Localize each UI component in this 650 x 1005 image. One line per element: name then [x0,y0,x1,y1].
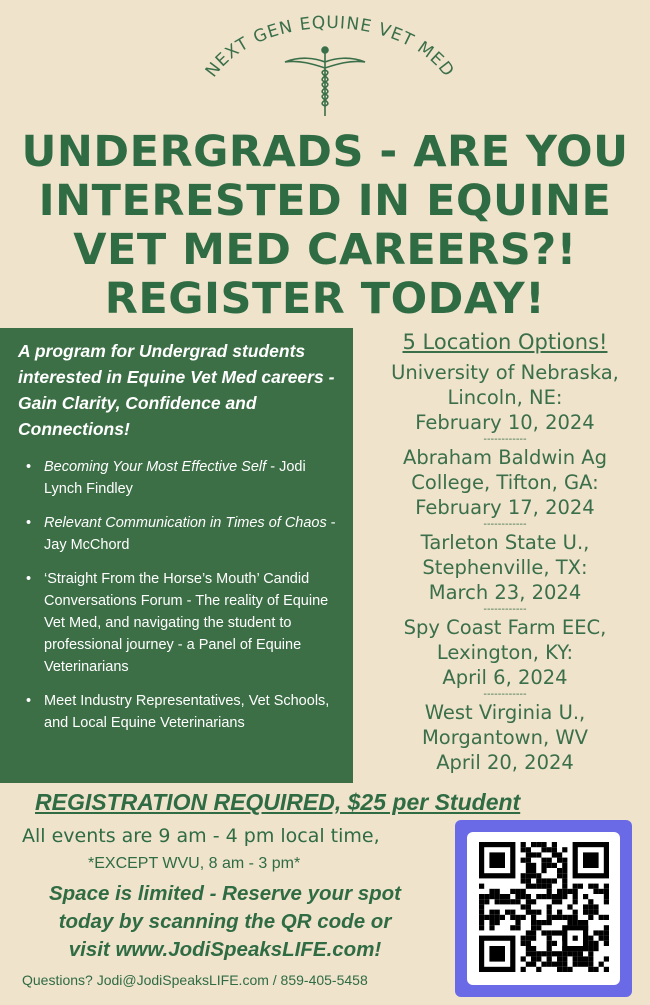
bullet-text: - Jay McChord [44,515,336,553]
location-date: February 10, 2024 [415,411,595,434]
location-city: Stephenville, TX: [422,556,588,579]
separator: ------------ [483,519,527,530]
event-exception: *EXCEPT WVU, 8 am - 3 pm* [88,855,301,872]
location-date: April 20, 2024 [436,751,574,774]
location-name: West Virginia U., [424,701,586,724]
location-item [360,445,650,520]
location-item [360,360,650,435]
location-date: March 23, 2024 [428,581,582,604]
qr-code[interactable] [467,832,620,985]
location-city: Lincoln, NE: [447,386,563,409]
headline-line-1: UNDERGRADS - ARE YOU [21,127,629,177]
event-times: All events are 9 am - 4 pm local time, [22,825,380,847]
locations-title: 5 Location Options! [402,330,608,354]
location-item [360,700,650,775]
location-name: Tarleton State U., [420,531,590,554]
space-limited [10,880,440,964]
bullet-dot-icon: • [26,571,32,587]
location-city: Morgantown, WV [421,726,589,749]
caduceus-icon [285,47,365,116]
qr-code-frame [455,820,632,997]
location-item [360,615,650,690]
space-line-1: Space is limited - Reserve your spot [48,882,402,905]
location-name: Abraham Baldwin Ag [403,446,607,469]
bullet-italic: Becoming Your Most Effective Self [44,459,267,475]
headline [0,128,650,324]
location-name: University of Nebraska, [391,361,619,384]
separator: ------------ [483,689,527,700]
bullet-italic: Relevant Communication in Times of Chaos [44,515,327,531]
program-intro: A program for Undergrad students interested in Equine Vet Med careers - Gain Clarity, Confidence and Connections! [18,341,335,439]
program-box [0,328,353,783]
bullet-text: ‘Straight From the Horse’s Mouth’ Candid Conversations Forum - The reality of Equine Vet Med, and navigating the student to professional journey - a Panel of Equine Veterinarians [44,571,329,675]
headline-line-4: REGISTER TODAY! [104,274,546,324]
space-line-3[interactable]: visit www.JodiSpeaksLIFE.com! [68,938,382,961]
logo [175,12,475,122]
location-city: College, Tifton, GA: [411,471,599,494]
headline-line-3: VET MED CAREERS?! [73,225,577,275]
bullet-item [26,568,341,678]
location-date: February 17, 2024 [415,496,595,519]
locations [360,330,650,775]
location-city: Lexington, KY: [436,641,574,664]
separator: ------------ [483,604,527,615]
bullet-dot-icon: • [26,693,32,709]
bullet-item [26,690,341,734]
bullet-dot-icon: • [26,459,32,475]
location-date: April 6, 2024 [442,666,568,689]
separator: ------------ [483,434,527,445]
svg-text:NEXT GEN EQUINE VET MED [202,13,459,81]
bullet-item [26,512,341,556]
headline-line-2: INTERESTED IN EQUINE [38,176,612,226]
bullet-item [26,456,341,500]
location-name: Spy Coast Farm EEC, [403,616,607,639]
bullet-text: - Jodi Lynch Findley [44,459,306,497]
contact-info[interactable]: Questions? Jodi@JodiSpeaksLIFE.com / 859-405-5458 [22,972,368,988]
space-line-2: today by scanning the QR code or [58,910,392,933]
bullet-text: Meet Industry Representatives, Vet Schools, and Local Equine Veterinarians [44,693,330,731]
logo-arc-text: NEXT GEN EQUINE VET MED [201,12,459,82]
program-bullets [18,456,341,734]
qr-code-icon [479,842,609,972]
registration-required: REGISTRATION REQUIRED, $25 per Student [35,789,521,815]
location-item [360,530,650,605]
bullet-dot-icon: • [26,515,32,531]
